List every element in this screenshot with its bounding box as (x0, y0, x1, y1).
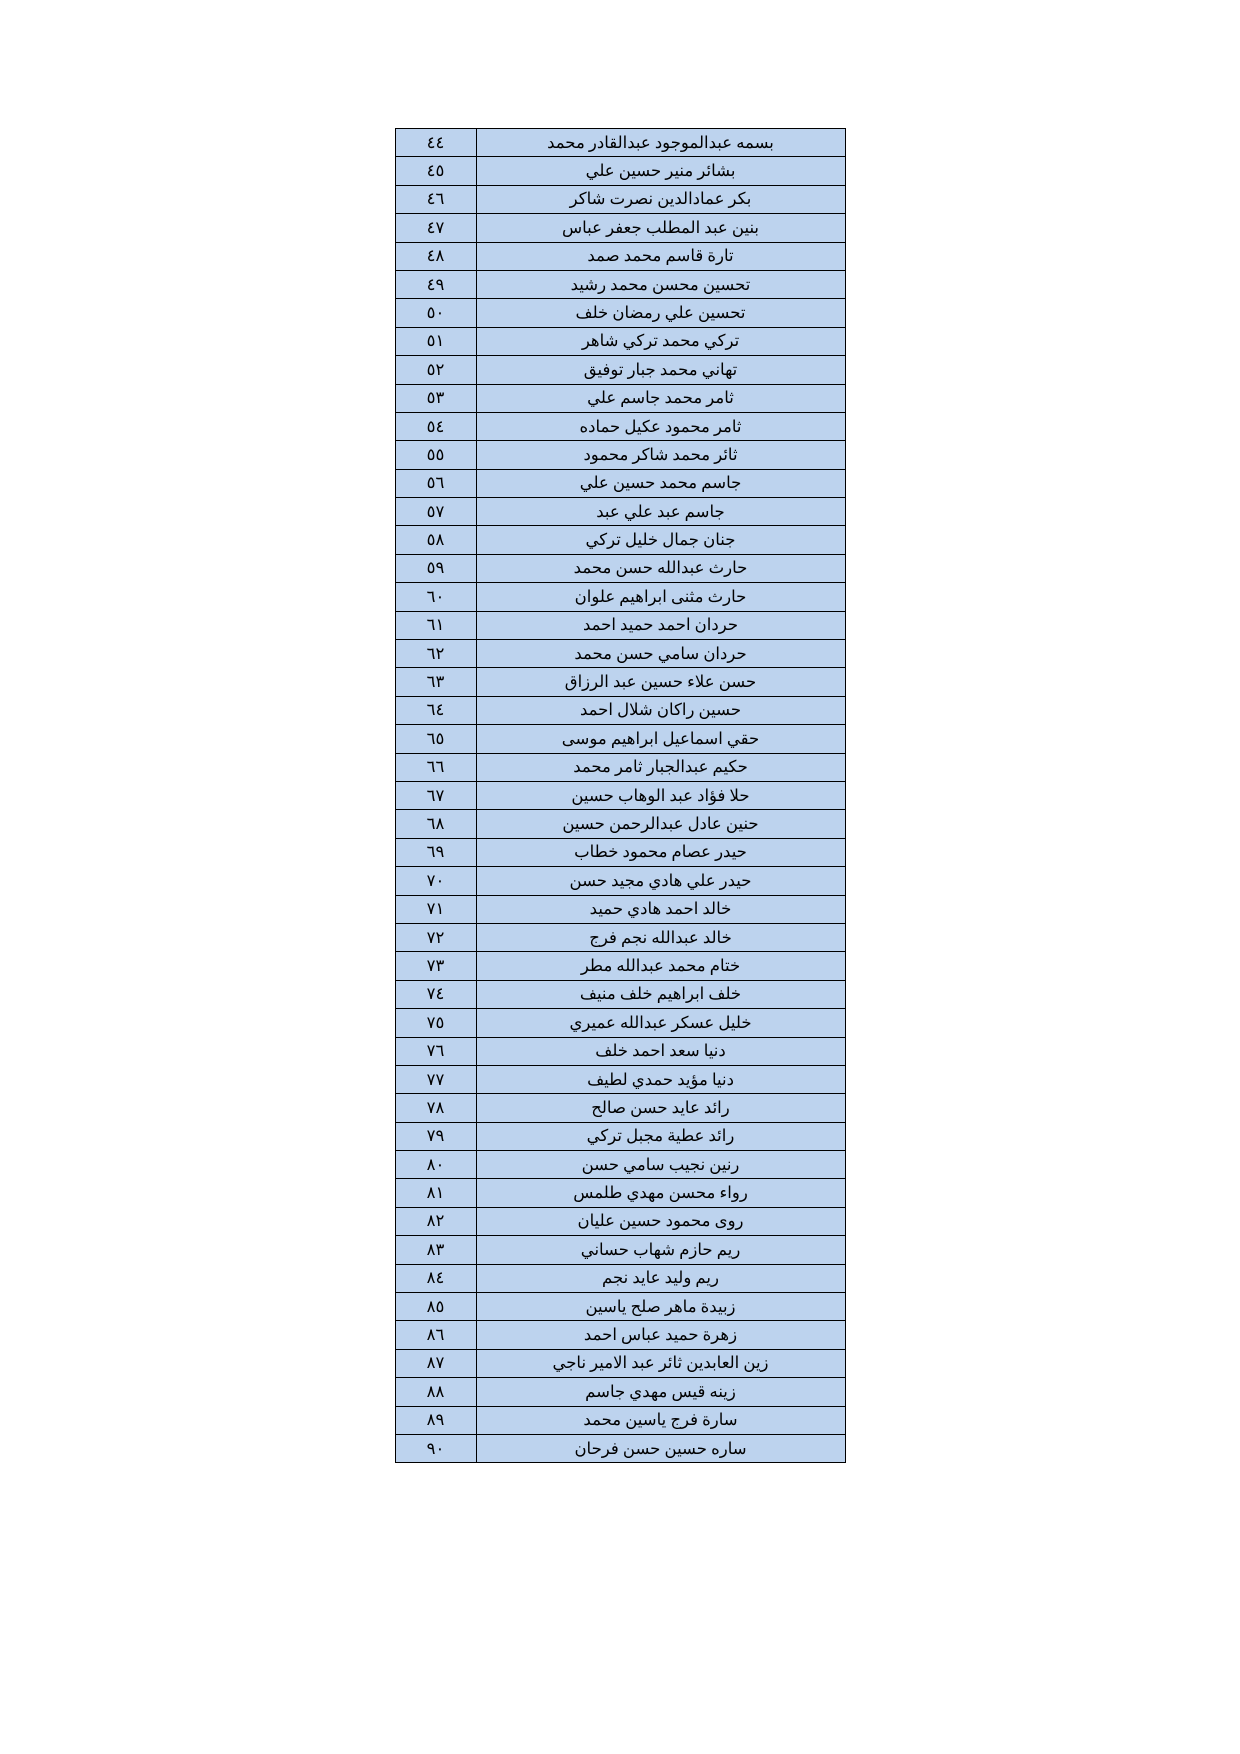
table-row (395, 526, 845, 554)
table-row (395, 923, 845, 951)
cell-name: خالد احمد هادي حميد (476, 895, 845, 923)
cell-number: ٥٤ (395, 412, 476, 440)
cell-number: ٧٣ (395, 952, 476, 980)
table-row (395, 838, 845, 866)
cell-number: ٦٧ (395, 781, 476, 809)
cell-number: ٦١ (395, 611, 476, 639)
cell-number: ٥٥ (395, 441, 476, 469)
table-row (395, 895, 845, 923)
table-row (395, 1236, 845, 1264)
cell-number: ٧٦ (395, 1037, 476, 1065)
table-row (395, 1293, 845, 1321)
table-row (395, 810, 845, 838)
cell-name: زهرة حميد عباس احمد (476, 1321, 845, 1349)
cell-number: ٧٠ (395, 867, 476, 895)
table-row (395, 441, 845, 469)
cell-number: ٥١ (395, 327, 476, 355)
cell-name: زينه قيس مهدي جاسم (476, 1378, 845, 1406)
names-table (395, 128, 846, 1463)
cell-number: ٨٦ (395, 1321, 476, 1349)
table-row (395, 725, 845, 753)
table-row (395, 1122, 845, 1150)
cell-name: زين العابدين ثائر عبد الامير ناجي (476, 1349, 845, 1377)
table-row (395, 1037, 845, 1065)
table-row (395, 1094, 845, 1122)
cell-name: بنين عبد المطلب جعفر عباس (476, 214, 845, 242)
cell-number: ٧١ (395, 895, 476, 923)
cell-number: ٤٦ (395, 185, 476, 213)
cell-name: حكيم عبدالجبار ثامر محمد (476, 753, 845, 781)
table-row (395, 498, 845, 526)
cell-number: ٨٨ (395, 1378, 476, 1406)
cell-name: بشائر منير حسين علي (476, 157, 845, 185)
table-row (395, 1179, 845, 1207)
cell-number: ٧٥ (395, 1009, 476, 1037)
cell-name: حسين راكان شلال احمد (476, 696, 845, 724)
cell-name: تارة قاسم محمد صمد (476, 242, 845, 270)
cell-number: ٧٧ (395, 1065, 476, 1093)
table-row (395, 753, 845, 781)
cell-number: ٤٩ (395, 270, 476, 298)
cell-name: جاسم محمد حسين علي (476, 469, 845, 497)
table-row (395, 1207, 845, 1235)
table-row (395, 469, 845, 497)
cell-name: تحسين علي رمضان خلف (476, 299, 845, 327)
cell-number: ٥٠ (395, 299, 476, 327)
table-row (395, 583, 845, 611)
cell-number: ٤٨ (395, 242, 476, 270)
table-row (395, 1321, 845, 1349)
cell-name: ساره حسين حسن فرحان (476, 1434, 845, 1462)
table-row (395, 611, 845, 639)
cell-name: رنين نجيب سامي حسن (476, 1151, 845, 1179)
cell-name: رواء محسن مهدي طلمس (476, 1179, 845, 1207)
cell-number: ٨٤ (395, 1264, 476, 1292)
table-row (395, 1349, 845, 1377)
table-row (395, 129, 845, 157)
table-row (395, 980, 845, 1008)
cell-name: حنين عادل عبدالرحمن حسين (476, 810, 845, 838)
cell-name: ريم حازم شهاب حساني (476, 1236, 845, 1264)
table-row (395, 1434, 845, 1462)
cell-name: حيدر عصام محمود خطاب (476, 838, 845, 866)
cell-number: ٨٥ (395, 1293, 476, 1321)
cell-name: خليل عسكر عبدالله عميري (476, 1009, 845, 1037)
cell-number: ٩٠ (395, 1434, 476, 1462)
cell-name: ثامر محمود عكيل حماده (476, 412, 845, 440)
cell-number: ٨١ (395, 1179, 476, 1207)
cell-name: خالد عبدالله نجم فرج (476, 923, 845, 951)
cell-number: ٨٢ (395, 1207, 476, 1235)
table-row (395, 640, 845, 668)
cell-name: ثامر محمد جاسم علي (476, 384, 845, 412)
cell-number: ٨٠ (395, 1151, 476, 1179)
table-row (395, 1151, 845, 1179)
cell-name: جنان جمال خليل تركي (476, 526, 845, 554)
cell-name: حارث مثنى ابراهيم علوان (476, 583, 845, 611)
cell-number: ٧٩ (395, 1122, 476, 1150)
cell-number: ٤٤ (395, 129, 476, 157)
table-row (395, 327, 845, 355)
cell-name: بسمه عبدالموجود عبدالقادر محمد (476, 129, 845, 157)
cell-name: ريم وليد عايد نجم (476, 1264, 845, 1292)
table-row (395, 696, 845, 724)
table-row (395, 554, 845, 582)
cell-number: ٦٤ (395, 696, 476, 724)
table-row (395, 781, 845, 809)
cell-number: ٧٢ (395, 923, 476, 951)
cell-name: ثائر محمد شاكر محمود (476, 441, 845, 469)
cell-name: رائد عايد حسن صالح (476, 1094, 845, 1122)
table-row (395, 1065, 845, 1093)
cell-name: روى محمود حسين عليان (476, 1207, 845, 1235)
table-row (395, 185, 845, 213)
cell-number: ٨٣ (395, 1236, 476, 1264)
cell-number: ٥٨ (395, 526, 476, 554)
table-row (395, 1406, 845, 1434)
table-row (395, 356, 845, 384)
table-row (395, 668, 845, 696)
cell-name: زبيدة ماهر صلح ياسين (476, 1293, 845, 1321)
table-row (395, 867, 845, 895)
cell-number: ٦٣ (395, 668, 476, 696)
cell-name: تهاني محمد جبار توفيق (476, 356, 845, 384)
table-row (395, 299, 845, 327)
cell-name: ختام محمد عبدالله مطر (476, 952, 845, 980)
cell-number: ٦٨ (395, 810, 476, 838)
cell-number: ٦٠ (395, 583, 476, 611)
table-row (395, 412, 845, 440)
table-row (395, 270, 845, 298)
table-row (395, 1264, 845, 1292)
cell-name: خلف ابراهيم خلف منيف (476, 980, 845, 1008)
cell-number: ٥٩ (395, 554, 476, 582)
cell-number: ٦٥ (395, 725, 476, 753)
table-row (395, 952, 845, 980)
cell-number: ٧٤ (395, 980, 476, 1008)
cell-name: تركي محمد تركي شاهر (476, 327, 845, 355)
cell-name: دنيا سعد احمد خلف (476, 1037, 845, 1065)
cell-name: حيدر علي هادي مجيد حسن (476, 867, 845, 895)
cell-name: حردان احمد حميد احمد (476, 611, 845, 639)
cell-name: حردان سامي حسن محمد (476, 640, 845, 668)
cell-name: تحسين محسن محمد رشيد (476, 270, 845, 298)
table-row (395, 384, 845, 412)
cell-name: رائد عطية مجبل تركي (476, 1122, 845, 1150)
cell-number: ٥٣ (395, 384, 476, 412)
cell-number: ٧٨ (395, 1094, 476, 1122)
names-table-body (395, 129, 845, 1463)
table-row (395, 157, 845, 185)
cell-name: سارة فرج ياسين محمد (476, 1406, 845, 1434)
cell-name: حلا فؤاد عبد الوهاب حسين (476, 781, 845, 809)
cell-name: بكر عمادالدين نصرت شاكر (476, 185, 845, 213)
cell-name: حسن علاء حسين عبد الرزاق (476, 668, 845, 696)
cell-name: حارث عبدالله حسن محمد (476, 554, 845, 582)
table-row (395, 1378, 845, 1406)
cell-number: ٥٢ (395, 356, 476, 384)
cell-name: حقي اسماعيل ابراهيم موسى (476, 725, 845, 753)
cell-number: ٨٩ (395, 1406, 476, 1434)
cell-number: ٤٧ (395, 214, 476, 242)
cell-number: ٦٦ (395, 753, 476, 781)
cell-number: ٦٢ (395, 640, 476, 668)
cell-number: ٥٧ (395, 498, 476, 526)
cell-number: ٤٥ (395, 157, 476, 185)
cell-name: دنيا مؤيد حمدي لطيف (476, 1065, 845, 1093)
table-row (395, 214, 845, 242)
table-row (395, 242, 845, 270)
cell-number: ٨٧ (395, 1349, 476, 1377)
table-row (395, 1009, 845, 1037)
cell-name: جاسم عبد علي عبد (476, 498, 845, 526)
cell-number: ٥٦ (395, 469, 476, 497)
cell-number: ٦٩ (395, 838, 476, 866)
